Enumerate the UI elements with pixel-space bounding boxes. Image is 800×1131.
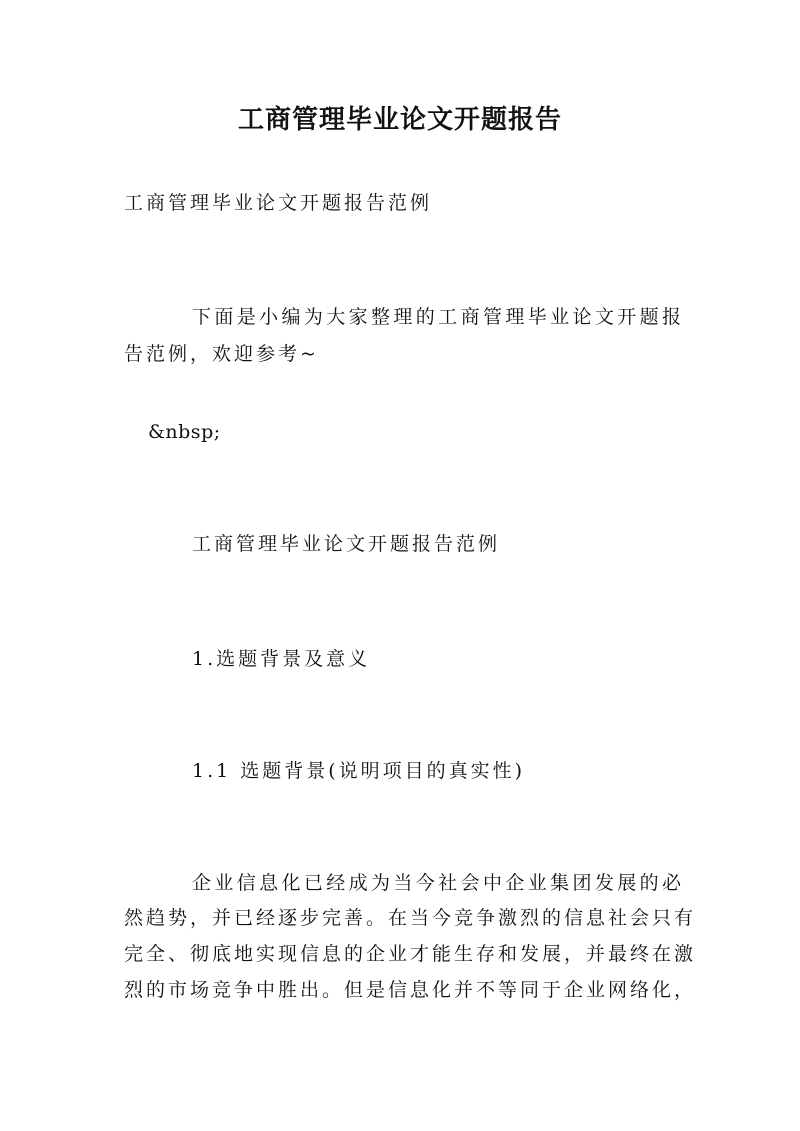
paragraph-line-1: 企业信息化已经成为当今社会中企业集团发展的必: [192, 872, 684, 894]
intro-line-1: 下面是小编为大家整理的工商管理毕业论文开题报: [192, 306, 684, 328]
section-title: 工商管理毕业论文开题报告范例: [192, 533, 501, 555]
document-title: 工商管理毕业论文开题报告: [237, 105, 562, 135]
paragraph-line-3: 完全、彻底地实现信息的企业才能生存和发展，并最终在激: [124, 943, 697, 965]
document-subtitle: 工商管理毕业论文开题报告范例: [124, 192, 433, 214]
paragraph-line-2: 然趋势，并已经逐步完善。在当今竞争激烈的信息社会只有: [124, 907, 697, 929]
nbsp-text: &nbsp;: [148, 421, 221, 443]
heading-1: 1.选题背景及意义: [192, 648, 371, 670]
paragraph-line-4: 烈的市场竞争中胜出。但是信息化并不等同于企业网络化，: [124, 979, 697, 1001]
intro-line-2: 告范例，欢迎参考~: [124, 343, 319, 365]
heading-1-1: 1.1 选题背景(说明项目的真实性): [192, 760, 526, 782]
